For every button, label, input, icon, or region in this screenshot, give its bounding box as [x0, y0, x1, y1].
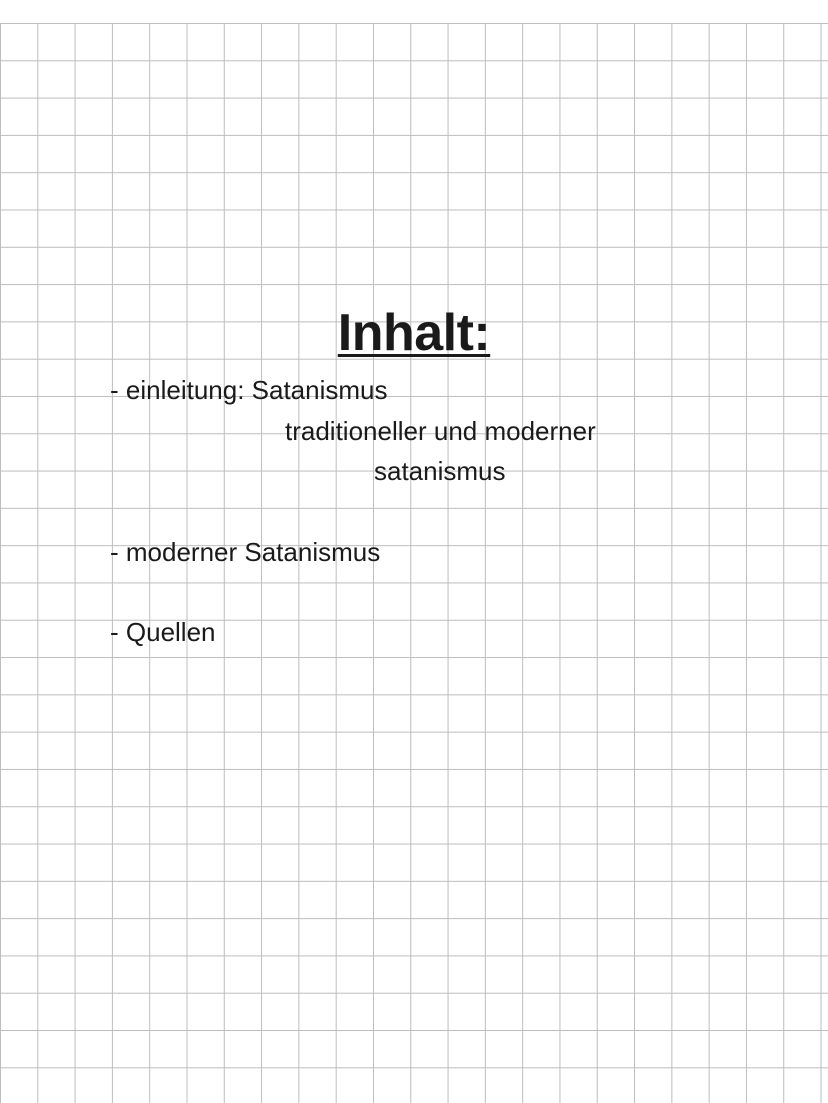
toc-item-moderner-satanismus: - moderner Satanismus	[110, 537, 381, 567]
page-title-text: Inhalt:	[337, 304, 491, 362]
toc-item-einleitung-continuation-2: satanismus	[374, 456, 506, 486]
page-top-margin	[0, 0, 828, 23]
toc-item-quellen: - Quellen	[110, 617, 216, 647]
toc-item-einleitung-continuation-1: traditioneller und moderner	[285, 416, 596, 446]
page-title	[0, 302, 828, 364]
toc-item-einleitung: - einleitung: Satanismus	[110, 375, 388, 405]
